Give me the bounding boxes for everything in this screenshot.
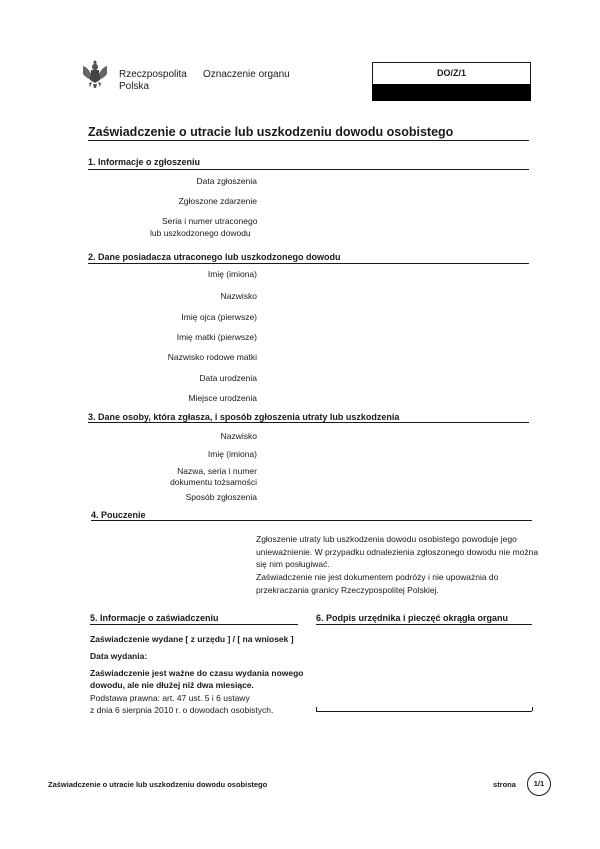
field-mother-name: Imię matki (pierwsze): [176, 332, 257, 342]
signature-tick-right: [532, 707, 533, 711]
section1-title: 1. Informacje o zgłoszeniu: [88, 157, 201, 167]
instruction-paragraph-1: Zgłoszenie utraty lub uszkodzenia dowodu osobistego powoduje jego unieważnienie. W przypadku odnalezienia zgłoszonego dowodu nie można się nim posługiwać.: [256, 534, 539, 569]
footer-document-name: Zaświadczenie o utracie lub uszkodzeniu dowodu osobistego: [48, 780, 268, 789]
section2-underline: [88, 263, 529, 264]
field-id-document-line1: Nazwa, seria i numer: [177, 466, 257, 476]
title-underline: [88, 140, 529, 141]
signature-tick-left: [316, 707, 317, 711]
footer-page-label: strona: [493, 780, 516, 789]
field-doc-series-line2: lub uszkodzonego dowodu: [150, 228, 251, 238]
org-name-line2: Polska: [119, 81, 150, 92]
signature-line: [316, 711, 532, 712]
section6-title: 6. Podpis urzędnika i pieczęć okrągła organu: [316, 613, 509, 623]
legal-basis: Podstawa prawna: art. 47 ust. 5 i 6 ustawy z dnia 6 sierpnia 2010 r. o dowodach osobistych.: [90, 693, 274, 715]
field-first-names: Imię (imiona): [207, 269, 257, 279]
issue-date-label: Data wydania:: [90, 651, 148, 661]
section4-title: 4. Pouczenie: [91, 510, 146, 520]
field-doc-series-line1: Seria i numer utraconego: [162, 216, 258, 226]
field-surname: Nazwisko: [220, 291, 257, 301]
form-code: DO/Z/1: [436, 68, 466, 78]
section6-underline: [316, 624, 532, 625]
field-birth-date: Data urodzenia: [199, 373, 257, 383]
section3-underline: [88, 422, 529, 423]
issued-mode: Zaświadczenie wydane [ z urzędu ] / [ na wniosek ]: [90, 634, 294, 644]
section2-title: 2. Dane posiadacza utraconego lub uszkodzonego dowodu: [88, 252, 341, 262]
form-code-black-bar: [372, 84, 531, 101]
designation-label: Oznaczenie organu: [203, 69, 290, 80]
section5-title: 5. Informacje o zaświadczeniu: [90, 613, 219, 623]
section1-underline: [88, 169, 529, 170]
org-name-line1: Rzeczpospolita: [119, 69, 187, 80]
emblem-eagle-icon: [80, 58, 110, 90]
document-title: Zaświadczenie o utracie lub uszkodzeniu dowodu osobistego: [88, 125, 454, 139]
field-father-name: Imię ojca (pierwsze): [181, 312, 257, 322]
field-report-date: Data zgłoszenia: [196, 176, 257, 186]
field-reporter-surname: Nazwisko: [220, 431, 257, 441]
section5-underline: [90, 624, 298, 625]
instruction-paragraph-2: Zaświadczenie nie jest dokumentem podróży i nie upoważnia do przekraczania granicy Rzeczypospolitej Polskiej.: [256, 572, 499, 595]
validity-note: Zaświadczenie jest ważne do czasu wydania nowego dowodu, ale nie dłużej niż dwa miesiące.: [90, 668, 304, 690]
field-birth-place: Miejsce urodzenia: [188, 393, 257, 403]
section4-underline: [91, 520, 532, 521]
field-reporter-first-names: Imię (imiona): [207, 449, 257, 459]
field-reported-event: Zgłoszone zdarzenie: [178, 196, 257, 206]
field-mother-maiden-name: Nazwisko rodowe matki: [167, 352, 257, 362]
page-number: 1/1: [533, 779, 545, 788]
field-report-method: Sposób zgłoszenia: [185, 492, 257, 502]
field-id-document-line2: dokumentu tożsamości: [170, 477, 257, 487]
section3-title: 3. Dane osoby, która zgłasza, i sposób zgłoszenia utraty lub uszkodzenia: [88, 412, 400, 422]
